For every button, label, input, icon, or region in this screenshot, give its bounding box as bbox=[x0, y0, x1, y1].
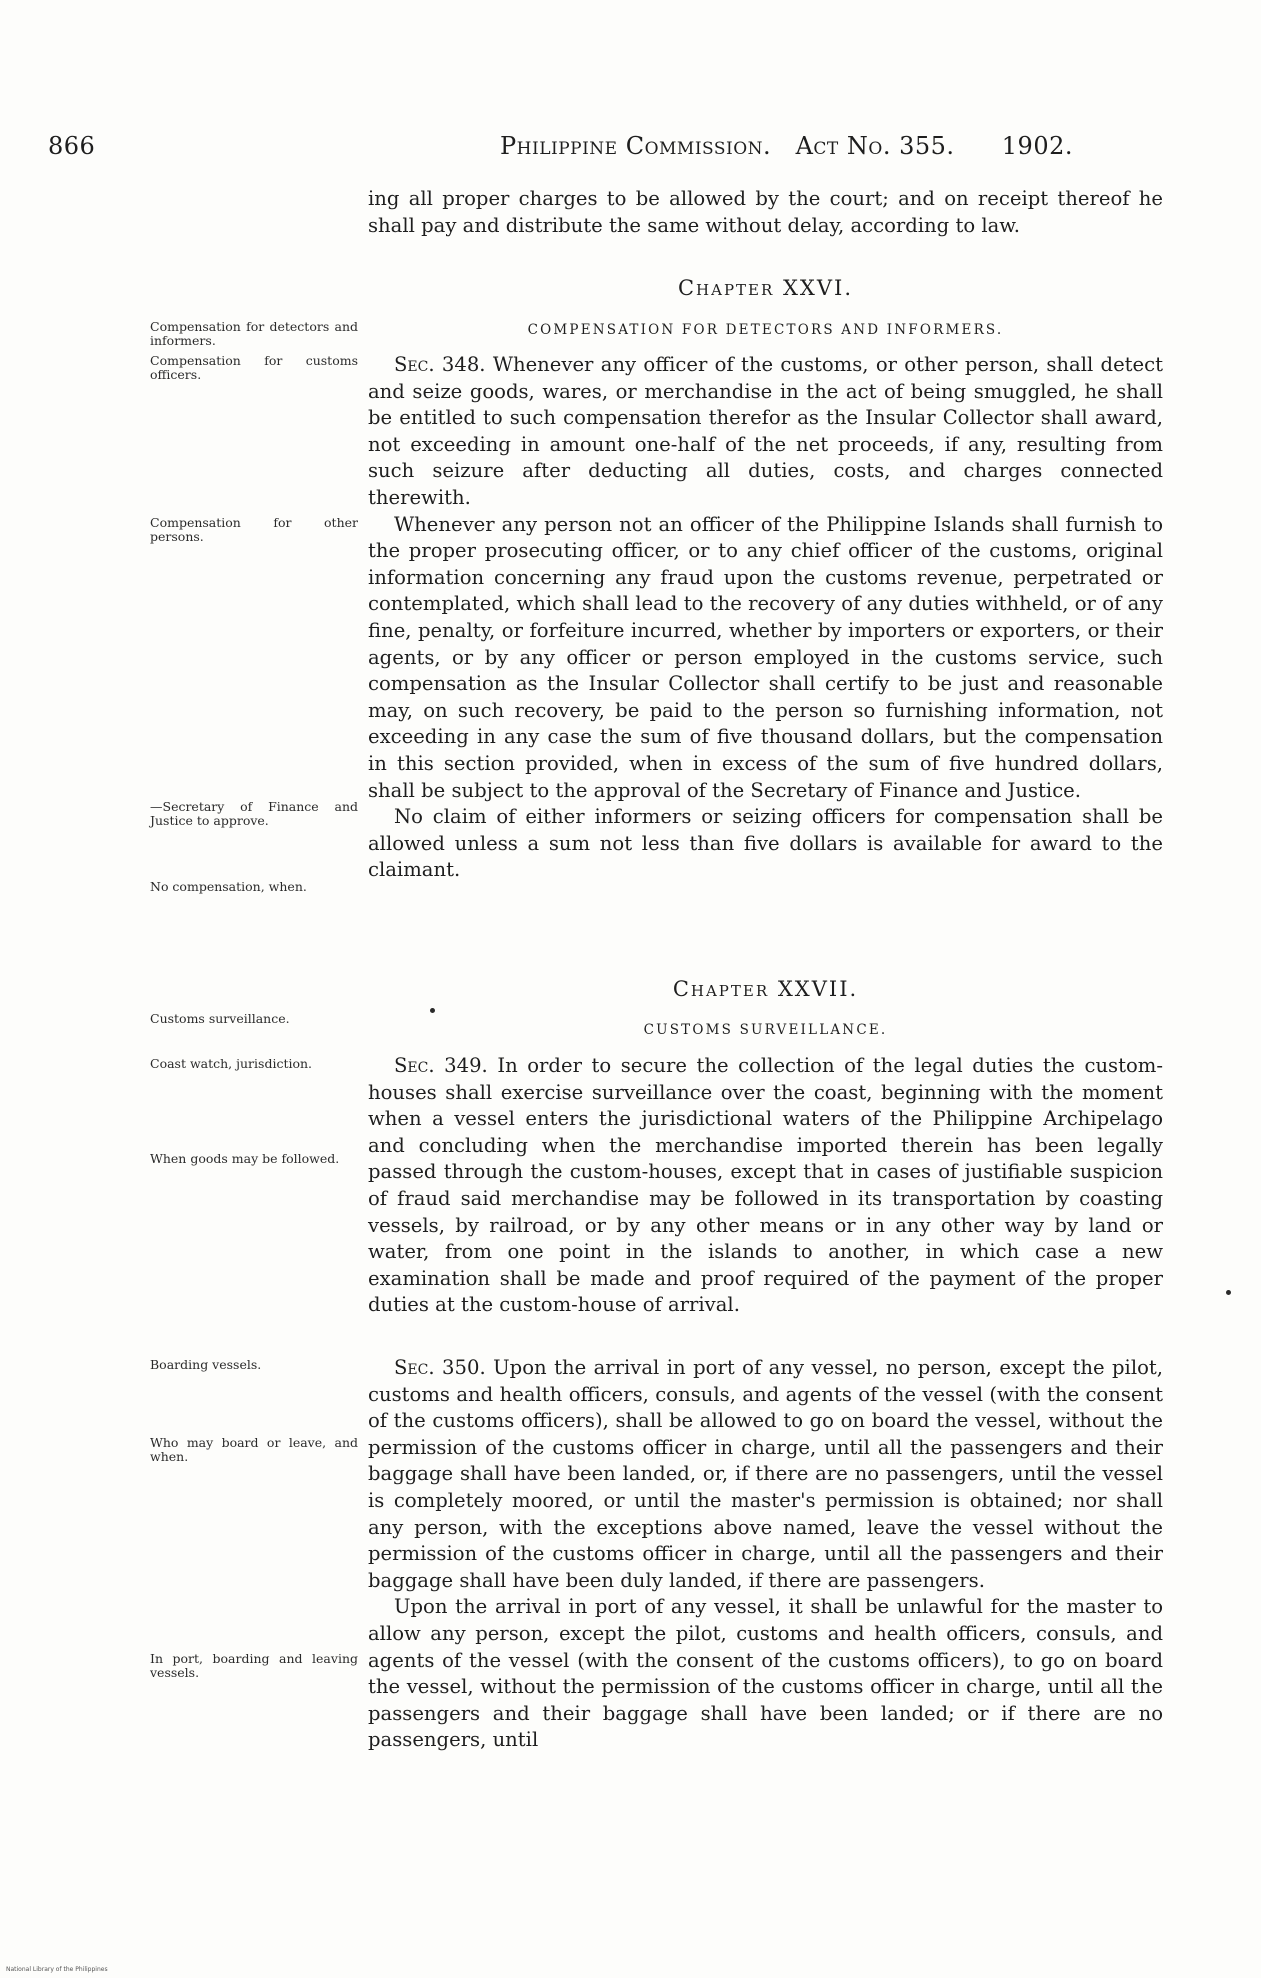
section-350-text: Upon the arrival in port of any vessel, no person, except the pilot, customs and health officers, consuls, and agents of the vessel (with the consent of the customs officers), shall be allowed to go on board the vessel, without the permission of the customs officer in charge, until all the passengers and their baggage shall have been landed, or, if there are no passengers, until the vessel is completely moored, or until the master's permission is obtained; nor shall any person, with the exceptions above named, leave the vessel without the permission of the customs officer in charge, until all the passengers and their baggage shall have been duly landed, if there are passengers. bbox=[368, 1356, 1163, 1592]
margin-note-secretary: —Secretary of Finance and Justice to approve. bbox=[150, 799, 358, 828]
section-348-para2: Whenever any person not an officer of the Philippine Islands shall furnish to the proper prosecuting officer, or to any chief officer of the customs, original information concerning any fraud upon the customs revenue, perpetrated or contemplated, which shall lead to the recovery of any duties withheld, or of any fine, penalty, or forfeiture incurred, whether by importers or exporters, or their agents, or by any officer or person employed in the customs service, such compensation as the Insular Collector shall certify to be just and reasonable may, on such recovery, be paid to the person so furnishing information, not exceeding in any case the sum of five thousand dollars, but the compensation in this section provided, when in excess of the sum of five hundred dollars, shall be subject to the approval of the Secretary of Finance and Justice. bbox=[368, 512, 1163, 802]
section-350-para1 bbox=[368, 1355, 1163, 1594]
chapter-27-subtitle: CUSTOMS SURVEILLANCE. bbox=[643, 1022, 888, 1038]
chapter-26-title: Chapter XXVI. bbox=[677, 276, 854, 300]
section-348 bbox=[368, 352, 1163, 884]
margin-note-no-compensation: No compensation, when. bbox=[150, 879, 307, 894]
chapter-27-title: Chapter XXVII. bbox=[672, 977, 859, 1001]
section-348-para3: No claim of either informers or seizing officers for compensation shall be allowed unless a sum not less than five dollars is available for award to the claimant. bbox=[368, 805, 1163, 882]
section-349-para bbox=[368, 1053, 1163, 1319]
continuation-paragraph bbox=[368, 186, 1163, 239]
section-350 bbox=[368, 1355, 1163, 1754]
section-348-label: Sec. 348. bbox=[394, 353, 486, 376]
section-349-label: Sec. 349. bbox=[394, 1054, 488, 1077]
section-349 bbox=[368, 1053, 1163, 1319]
running-header bbox=[48, 132, 1073, 166]
page-number: 866 bbox=[48, 132, 96, 160]
section-350-label: Sec. 350. bbox=[394, 1356, 486, 1379]
act-number: Act No. 355. bbox=[795, 132, 955, 160]
margin-note-goods-followed: When goods may be followed. bbox=[150, 1151, 340, 1166]
continuation-text: ing all proper charges to be allowed by the court; and on receipt thereof he shall pay and distribute the same without delay, according to law. bbox=[368, 187, 1163, 237]
section-349-text: In order to secure the collection of the legal duties the custom-houses shall exercise surveillance over the coast, beginning with the moment when a vessel enters the jurisdictional waters of the Philippine Archipelago and concluding when the merchandise imported therein has been legally passed through the custom-houses, except that in cases of justifiable suspicion of fraud said merchandise may be followed in its transportation by coasting vessels, by railroad, or by any other means or in any other way by land or water, from one point in the islands to another, in which case a new examination shall be made and proof required of the payment of the proper duties at the custom-house of arrival. bbox=[368, 1054, 1163, 1317]
library-imprint: National Library of the Philippines bbox=[6, 1966, 108, 1973]
speck-mark bbox=[1226, 1290, 1231, 1295]
margin-note-detectors: Compensation for detectors and informers. bbox=[150, 319, 358, 348]
running-title bbox=[500, 132, 955, 160]
commission-title: Philippine Commission. bbox=[500, 132, 772, 160]
section-350-para2: Upon the arrival in port of any vessel, it shall be unlawful for the master to allow any person, except the pilot, customs and health officers, consuls, and agents of the vessel (with the consent of the customs officers), to go on board the vessel, without the permission of the customs officer in charge, until all the passengers and their baggage shall have been landed; or if there are no passengers, until bbox=[368, 1595, 1163, 1752]
chapter-26-subtitle: COMPENSATION FOR DETECTORS AND INFORMERS. bbox=[527, 322, 1004, 338]
margin-note-surveillance: Customs surveillance. bbox=[150, 1011, 290, 1026]
margin-note-other-persons: Compensation for other persons. bbox=[150, 515, 358, 544]
margin-note-customs-officers: Compensation for customs officers. bbox=[150, 353, 358, 382]
section-348-text: Whenever any officer of the customs, or other person, shall detect and seize goods, wares, or merchandise in the act of being smuggled, he shall be entitled to such compensation therefor as the Insular Collector shall award, not exceeding in amount one-half of the net proceeds, if any, resulting from such seizure after deducting all duties, costs, and charges connected therewith. bbox=[368, 353, 1163, 509]
section-348-para1 bbox=[368, 352, 1163, 512]
header-year: 1902. bbox=[1001, 132, 1073, 160]
margin-note-boarding: Boarding vessels. bbox=[150, 1357, 262, 1372]
margin-note-who-may-board: Who may board or leave, and when. bbox=[150, 1435, 358, 1464]
speck-mark bbox=[430, 1008, 435, 1013]
margin-note-in-port: In port, boarding and leaving vessels. bbox=[150, 1651, 358, 1680]
margin-note-coast-watch: Coast watch, jurisdiction. bbox=[150, 1056, 313, 1071]
